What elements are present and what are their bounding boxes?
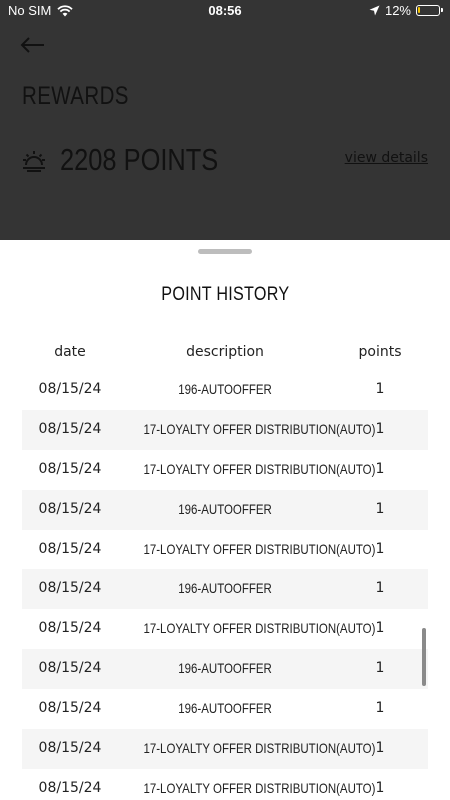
row-description-text: 17-LOYALTY OFFER DISTRIBUTION(AUTO) — [143, 620, 376, 637]
row-points: 1 — [375, 420, 385, 437]
row-description — [118, 420, 376, 437]
battery-percent: 12% — [384, 3, 411, 18]
row-date: 08/15/24 — [38, 620, 102, 637]
row-date: 08/15/24 — [38, 740, 102, 757]
table-header — [22, 344, 428, 364]
sheet-title-text: POINT HISTORY — [160, 284, 290, 305]
row-points: 1 — [375, 460, 385, 477]
point-history-list[interactable] — [22, 370, 428, 800]
location-arrow-icon — [369, 5, 380, 16]
rewards-header-dimmed — [0, 0, 450, 240]
row-date: 08/15/24 — [38, 580, 102, 597]
row-points: 1 — [375, 620, 385, 637]
row-description-text: 196-AUTOOFFER — [178, 700, 272, 717]
status-right — [369, 3, 440, 18]
row-description-text: 196-AUTOOFFER — [178, 660, 272, 677]
table-row — [22, 729, 428, 769]
table-row — [22, 530, 428, 570]
row-description-text: 196-AUTOOFFER — [178, 500, 272, 517]
row-description — [118, 620, 376, 637]
table-row — [22, 490, 428, 530]
status-bar — [0, 0, 450, 24]
row-description-text: 196-AUTOOFFER — [178, 580, 272, 597]
view-details-link[interactable]: view details — [344, 150, 428, 166]
back-arrow-glyph — [20, 30, 46, 60]
row-date: 08/15/24 — [38, 779, 102, 796]
points-total: 2208 POINTS — [60, 142, 219, 177]
row-points: 1 — [375, 779, 385, 796]
point-history-sheet — [0, 240, 450, 800]
column-header-description: description — [186, 344, 264, 360]
table-row — [22, 370, 428, 410]
scrollbar[interactable] — [422, 628, 426, 686]
row-description-text: 196-AUTOOFFER — [178, 381, 272, 397]
status-time: 08:56 — [208, 3, 242, 18]
row-date: 08/15/24 — [38, 460, 102, 477]
back-arrow-icon[interactable] — [20, 30, 50, 60]
row-description — [118, 580, 332, 596]
row-description-text: 17-LOYALTY OFFER DISTRIBUTION(AUTO) — [143, 540, 376, 557]
row-description — [118, 501, 332, 517]
column-header-points: points — [358, 344, 402, 360]
sheet-drag-handle[interactable] — [198, 249, 252, 254]
row-date: 08/15/24 — [38, 660, 102, 677]
row-description — [118, 540, 376, 557]
table-row — [22, 569, 428, 609]
row-description — [118, 779, 376, 796]
row-points: 1 — [375, 740, 385, 757]
table-row — [22, 689, 428, 729]
sheet-title — [0, 284, 450, 306]
points-summary — [22, 142, 253, 178]
row-points: 1 — [375, 381, 385, 397]
column-header-date: date — [54, 344, 86, 360]
table-row — [22, 609, 428, 649]
battery-level — [418, 7, 420, 13]
row-description-text: 17-LOYALTY OFFER DISTRIBUTION(AUTO) — [143, 779, 376, 796]
row-date: 08/15/24 — [38, 540, 102, 557]
row-description — [118, 660, 332, 676]
row-points: 1 — [375, 540, 385, 557]
row-date: 08/15/24 — [38, 420, 102, 437]
battery-icon — [416, 5, 440, 16]
row-description-text: 17-LOYALTY OFFER DISTRIBUTION(AUTO) — [143, 460, 376, 477]
row-description — [118, 460, 376, 477]
row-points: 1 — [375, 660, 385, 677]
row-date: 08/15/24 — [38, 381, 102, 397]
row-description — [118, 381, 332, 397]
row-description-text: 17-LOYALTY OFFER DISTRIBUTION(AUTO) — [143, 740, 376, 757]
table-row — [22, 769, 428, 800]
row-description-text: 17-LOYALTY OFFER DISTRIBUTION(AUTO) — [143, 420, 376, 437]
table-row — [22, 410, 428, 450]
row-points: 1 — [375, 500, 385, 517]
table-row — [22, 450, 428, 490]
carrier-label: No SIM — [8, 3, 52, 18]
table-row — [22, 649, 428, 689]
row-description — [118, 740, 376, 757]
row-date: 08/15/24 — [38, 500, 102, 517]
sun-icon — [22, 148, 46, 172]
row-points: 1 — [375, 700, 385, 717]
page-title: REWARDS — [22, 82, 129, 110]
row-date: 08/15/24 — [38, 700, 102, 717]
row-description — [118, 700, 332, 716]
row-points: 1 — [375, 580, 385, 597]
